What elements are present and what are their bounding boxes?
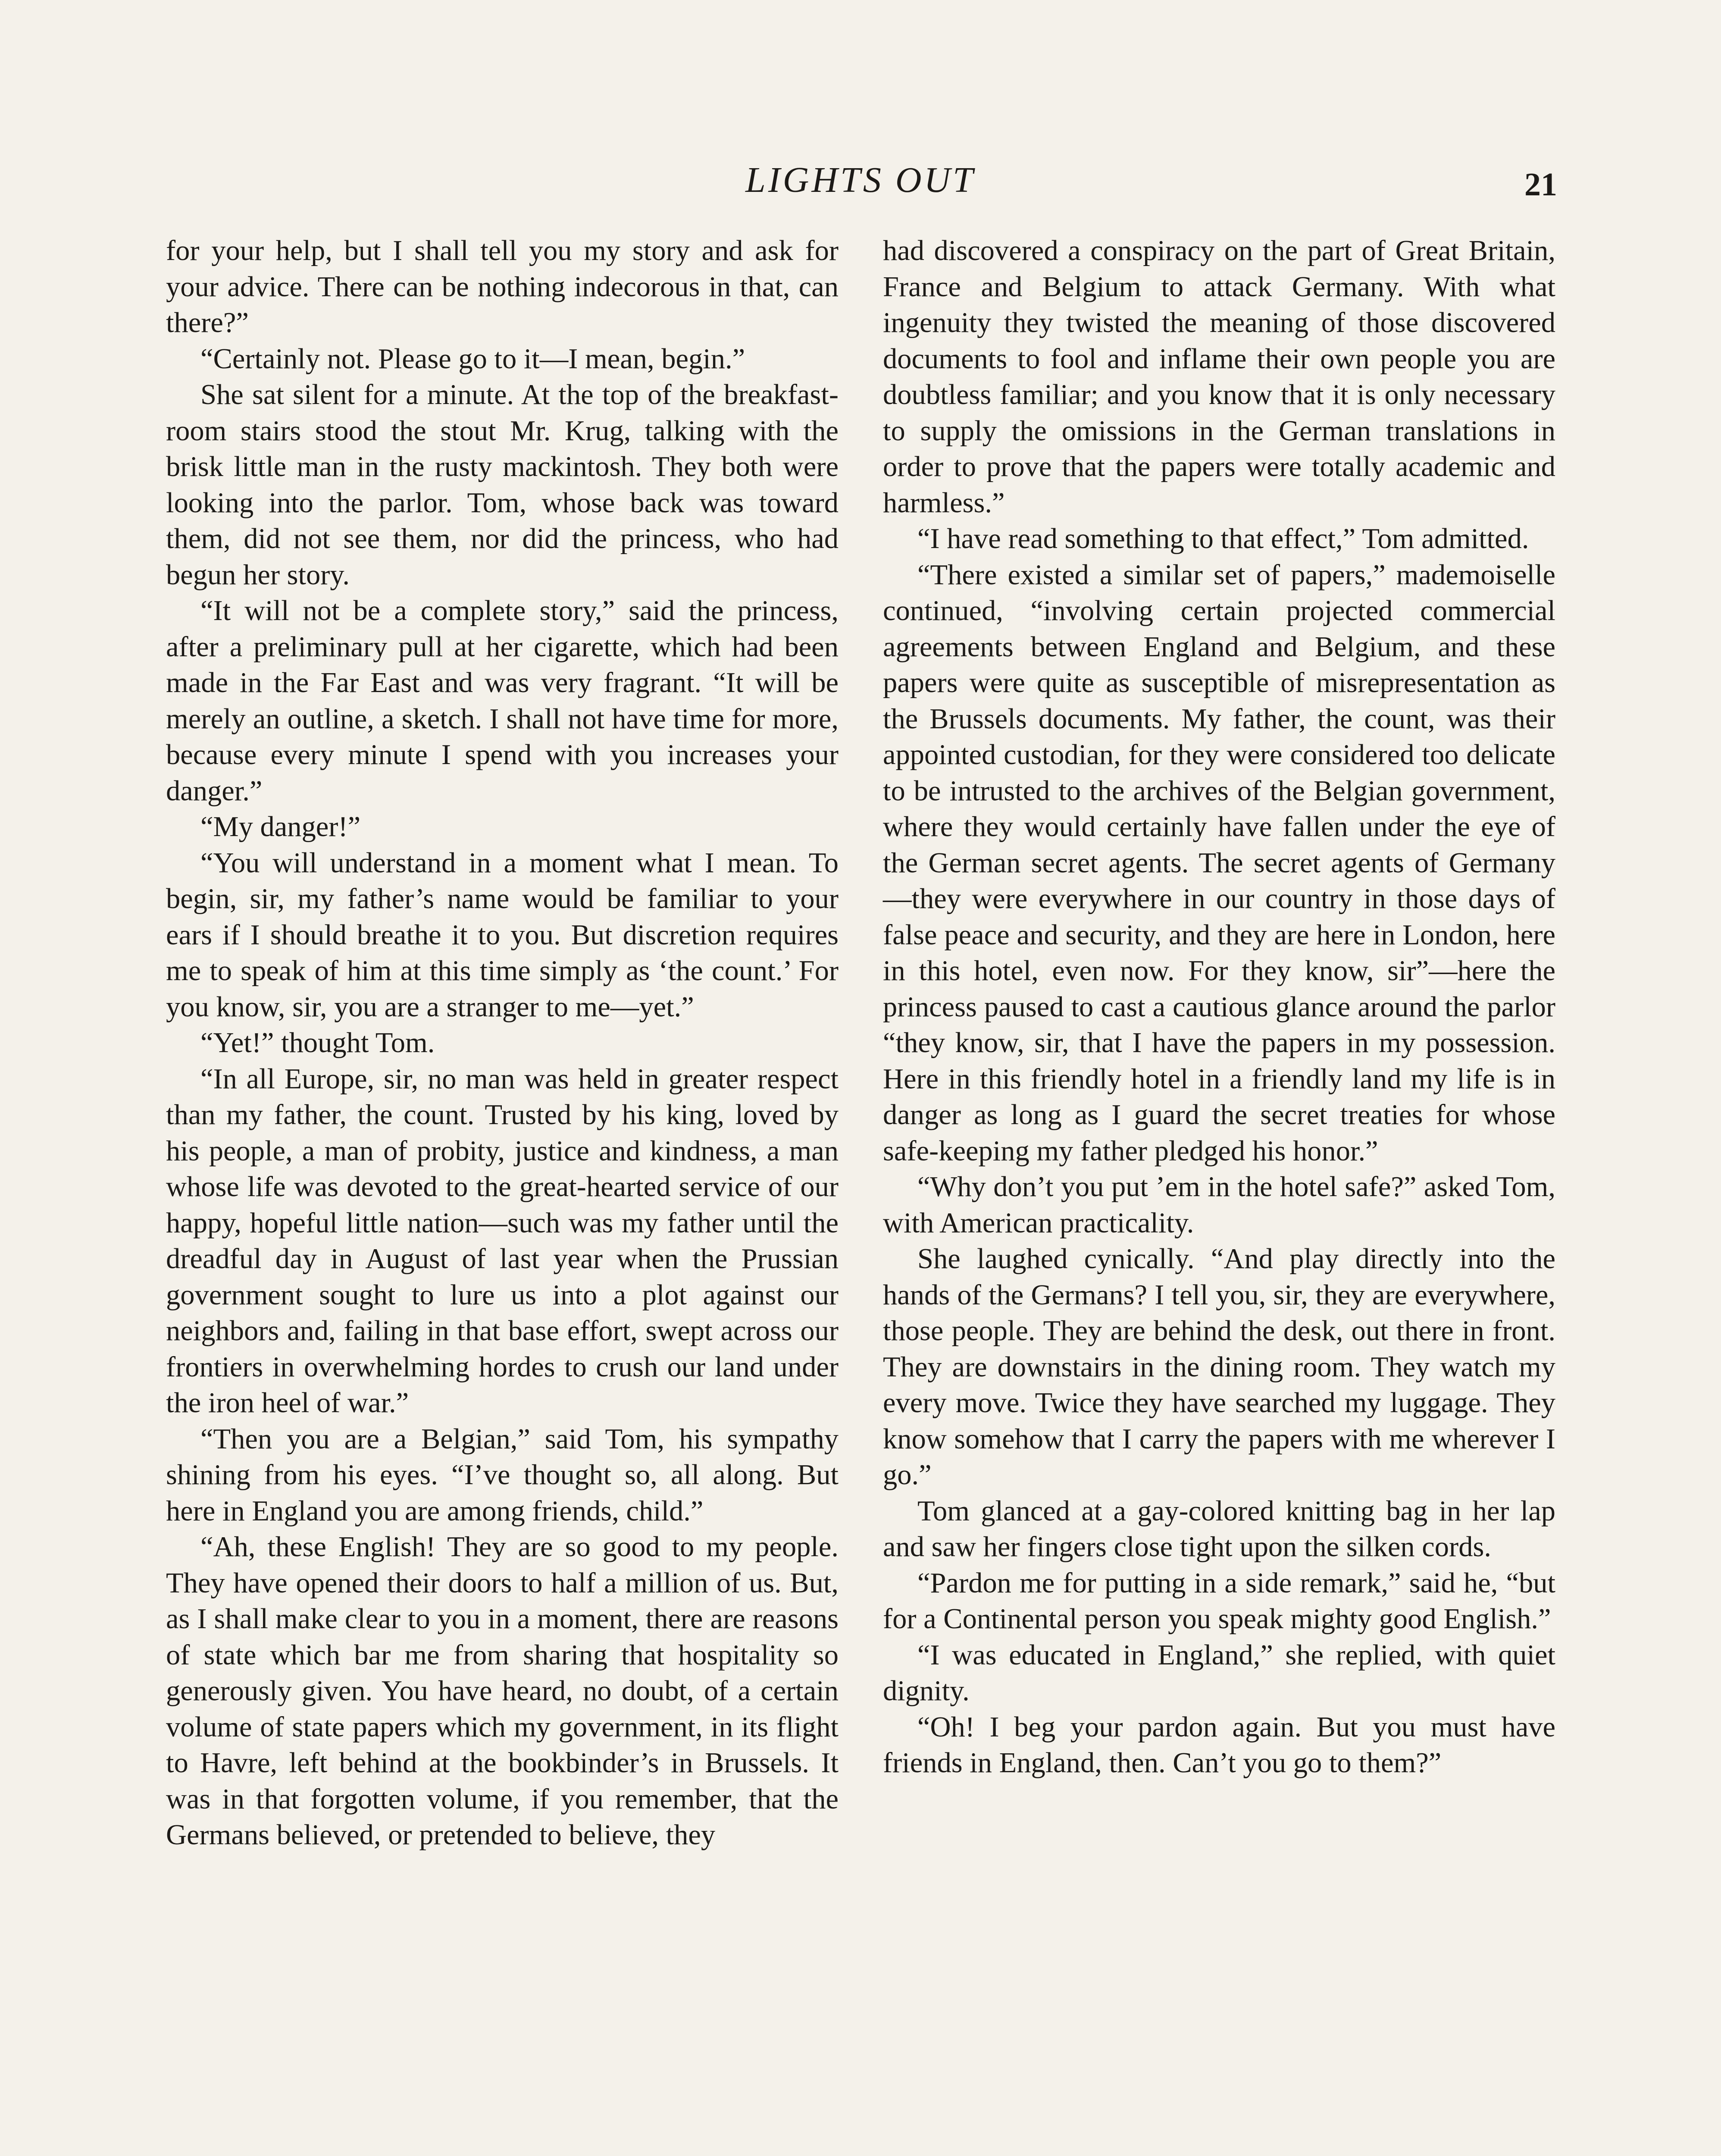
paragraph: “Then you are a Belgian,” said Tom, his sympathy shining from his eyes. “I’ve thought so, all along. But here in England you are among friends, child.” [166,1423,839,1527]
page-number: 21 [1524,166,1557,203]
paragraph: “I was educated in England,” she replied, with quiet dignity. [883,1639,1555,1707]
paragraph: “It will not be a complete story,” said the princess, after a preliminary pull at her cigarette, which had been made in the Far East and was very fragrant. “It will be merely an outline, a sketch. I shall not have time for more, because every minute I spend with you increases your danger.” [166,595,839,807]
paragraph: “My danger!” [200,811,361,843]
paragraph: Tom glanced at a gay-colored knitting bag in her lap and saw her fingers close tight upon the silken cords. [883,1495,1555,1563]
paragraph: “I have read something to that effect,” Tom admitted. [917,523,1529,555]
paragraph: for your help, but I shall tell you my story and ask for your advice. There can be nothing indecorous in that, can there?” [166,235,839,338]
paragraph: “Oh! I beg your pardon again. But you must have friends in England, then. Can’t you go to them?” [883,1711,1555,1779]
paragraph: She laughed cynically. “And play directly into the hands of the Germans? I tell you, sir, they are everywhere, those people. They are behind the desk, out there in front. They are downstairs in the dining room. They watch my every move. Twice they have searched my luggage. They know somehow that I carry the papers with me wherever I go.” [883,1243,1555,1491]
paragraph: “Yet!” thought Tom. [200,1027,435,1059]
paragraph: “There existed a similar set of papers,” mademoiselle continued, “involving certain projected commercial agreements between England and Belgium, and these papers were quite as susceptible of misrepresentation as the Brussels documents. My father, the count, was their appointed custodian, for they were considered too delicate to be intrusted to the archives of the Belgian government, where they would certainly have fallen under the eye of the German secret agents. The secret agents of Germany—they were everywhere in our country in those days of false peace and security, and they are here in London, here in this hotel, even now. For they know, sir”—here the princess paused to cast a cautious glance around the parlor “they know, sir, that I have the papers in my possession. Here in this friendly hotel in a friendly land my life is in danger as long as I guard the secret treaties for whose safe-keeping my father pledged his honor.” [883,559,1555,1167]
paragraph: “In all Europe, sir, no man was held in greater respect than my father, the count. Trusted by his king, loved by his people, a man of probity, justice and kindness, a man whose life was devoted to the great-hearted service of our happy, hopeful little nation—such was my father until the dreadful day in August of last year when the Prussian government sought to lure us into a plot against our neighbors and, failing in that base effort, swept across our frontiers in overwhelming hordes to crush our land under the iron heel of war.” [166,1063,839,1419]
paragraph: “Why don’t you put ’em in the hotel safe?” asked Tom, with American practicality. [883,1171,1555,1239]
paragraph: “Pardon me for putting in a side remark,” said he, “but for a Continental person you speak mighty good English.” [883,1567,1555,1635]
left-column [166,233,839,1853]
page-header [0,154,1721,206]
paragraph: “Ah, these English! They are so good to my people. They have opened their doors to half a million of us. But, as I shall make clear to you in a moment, there are reasons of state which bar me from sharing that hospitality so generously given. You have heard, no doubt, of a certain volume of state papers which my government, in its flight to Havre, left behind at the bookbinder’s in Brussels. It was in that forgotten volume, if you remember, that the Germans believed, or pretended to believe, they [166,1531,839,1851]
running-title: LIGHTS OUT [745,160,976,200]
paragraph: “Certainly not. Please go to it—I mean, begin.” [200,343,745,375]
paragraph: She sat silent for a minute. At the top of the breakfast-room stairs stood the stout Mr. Krug, talking with the brisk little man in the rusty mackintosh. They both were looking into the parlor. Tom, whose back was toward them, did not see them, nor did the princess, who had begun her story. [166,379,839,591]
paragraph: “You will understand in a moment what I mean. To begin, sir, my father’s name would be familiar to your ears if I should breathe it to you. But discretion requires me to speak of him at this time simply as ‘the count.’ For you know, sir, you are a stranger to me—yet.” [166,847,839,1023]
right-column [883,233,1555,1781]
paragraph: had discovered a conspiracy on the part of Great Britain, France and Belgium to attack Germany. With what ingenuity they twisted the meaning of those discovered documents to fool and inflame their own people you are doubtless familiar; and you know that it is only necessary to supply the omissions in the German translations in order to prove that the papers were totally academic and harmless.” [883,235,1555,519]
